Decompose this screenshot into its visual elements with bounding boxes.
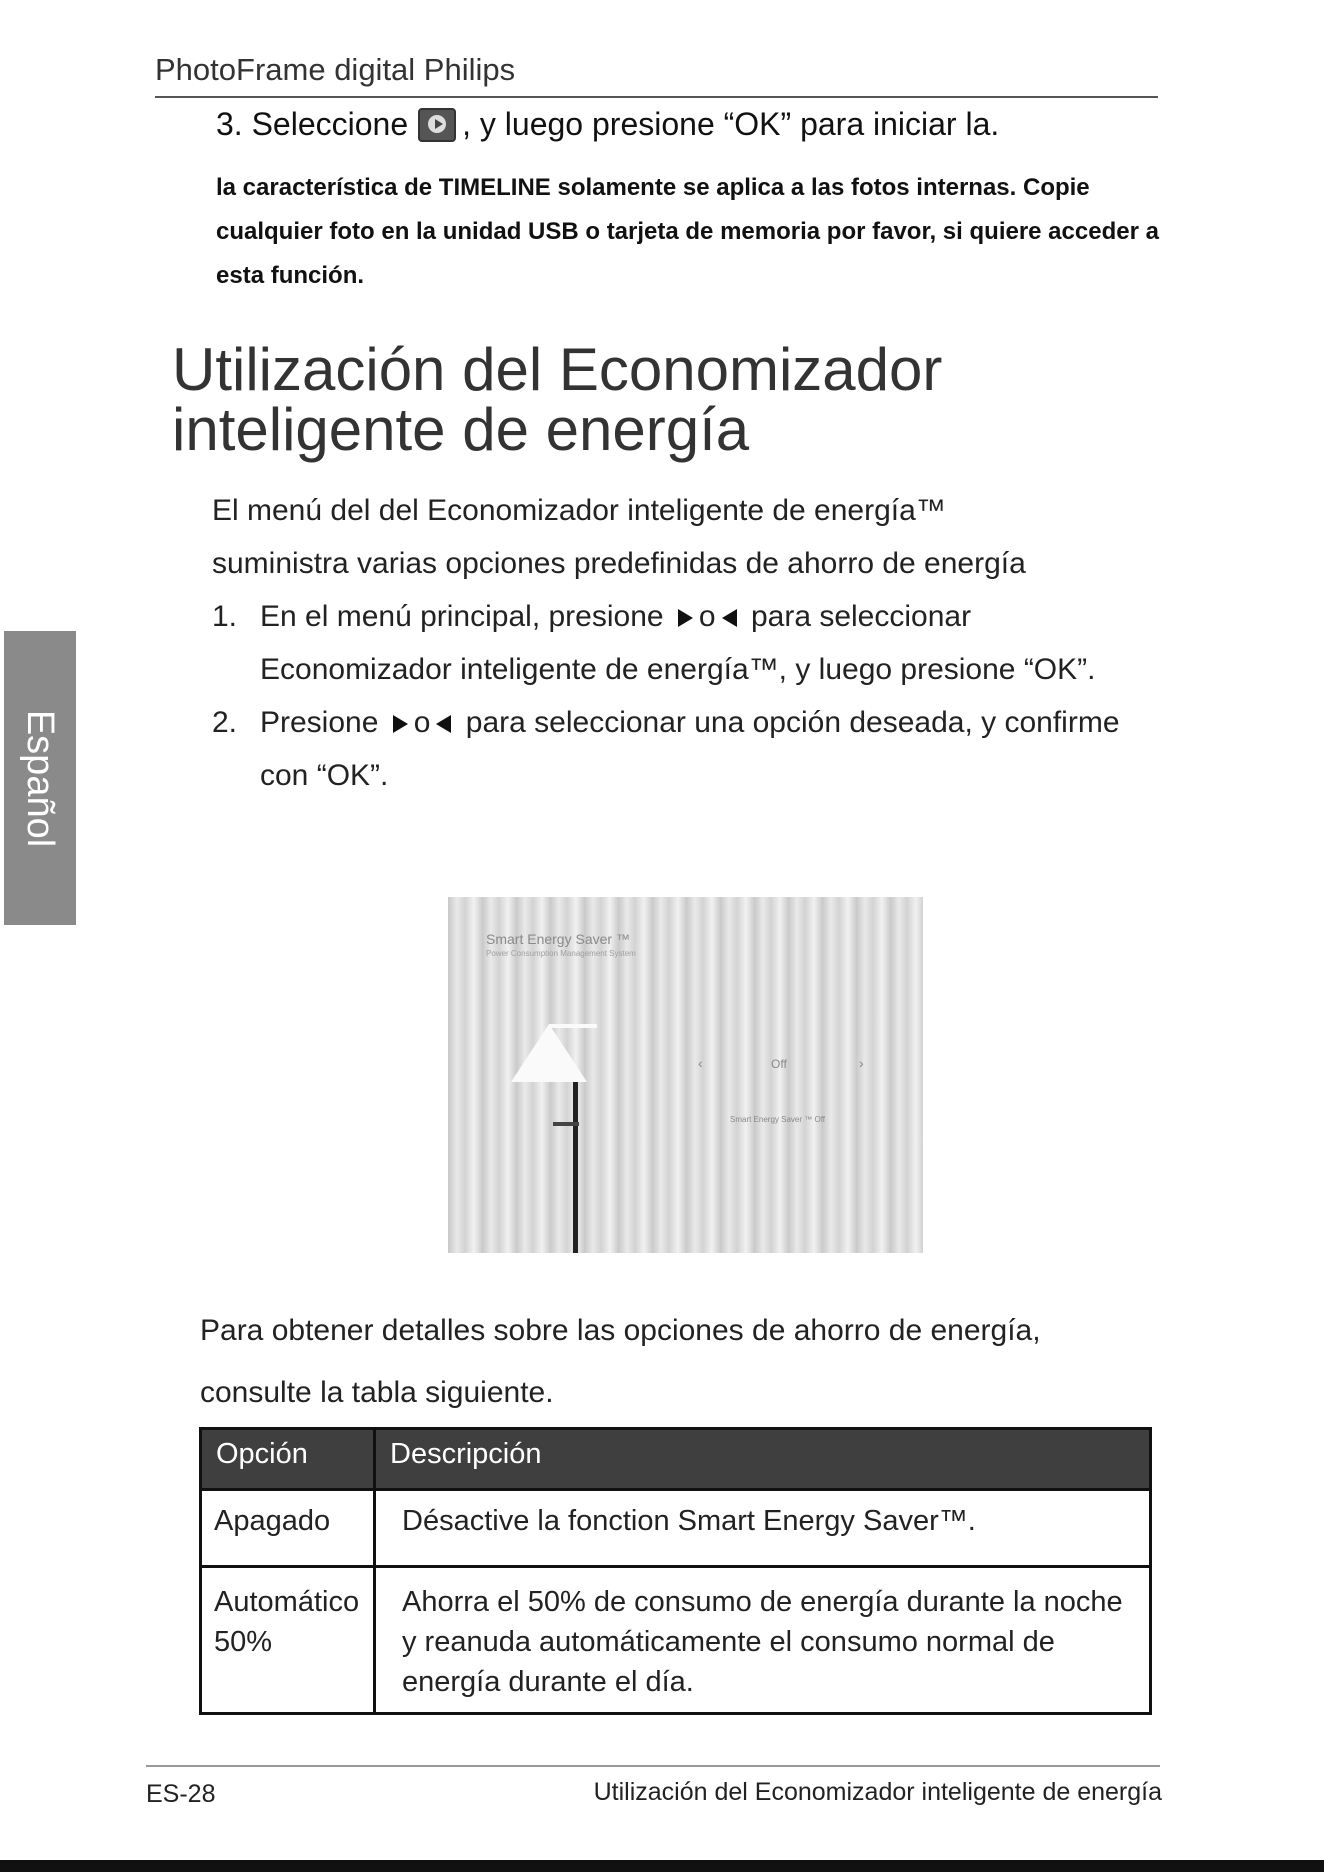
column-header-description: Descripción xyxy=(375,1429,1151,1490)
column-header-option: Opción xyxy=(201,1429,375,1490)
section-title-line-2: inteligente de energía xyxy=(172,396,750,463)
option-line-1: Automático xyxy=(214,1586,360,1618)
header-divider xyxy=(155,96,1158,98)
arrow-left-icon xyxy=(436,715,451,733)
arrow-right-icon xyxy=(678,609,693,627)
arrow-right-icon xyxy=(393,715,408,733)
section-title xyxy=(172,336,1272,463)
step-3-text-after: , y luego presione “OK” para iniciar la. xyxy=(462,106,1000,142)
description-cell: Désactive la fonction Smart Energy Saver™. xyxy=(375,1490,1151,1567)
section-title-line-1: Utilización del Economizador xyxy=(172,336,943,403)
arrow-left-icon xyxy=(722,609,737,627)
step-3-number: 3. xyxy=(216,106,243,142)
language-label: Español xyxy=(19,709,62,847)
option-line-2: 50% xyxy=(214,1626,273,1658)
slideshow-play-icon xyxy=(418,108,456,142)
step-1 xyxy=(212,590,1162,696)
intro-line-2: suministra varias opciones predefinidas de ahorro de energía xyxy=(212,547,1026,580)
page-number: ES-28 xyxy=(146,1780,216,1808)
lamp-pole xyxy=(573,1082,578,1253)
footer-divider xyxy=(146,1765,1160,1767)
intro-line-1: El menú del del Economizador inteligente de energía™ xyxy=(212,494,946,527)
lamp-switch xyxy=(553,1122,579,1126)
option-cell xyxy=(201,1567,375,1714)
energy-options-table xyxy=(199,1427,1152,1715)
table-row xyxy=(201,1567,1151,1714)
page-header-title: PhotoFrame digital Philips xyxy=(155,52,516,87)
step-1-number: 1. xyxy=(212,600,238,633)
chevron-right-icon: › xyxy=(859,1055,864,1071)
step-2-text-a: Presione xyxy=(260,706,379,739)
screenshot-status: Smart Energy Saver ™ Off xyxy=(730,1115,825,1124)
step-1-text-a: En el menú principal, presione xyxy=(260,600,664,633)
description-cell: Ahorra el 50% de consumo de energía durante la noche y reanuda automáticamente el consumo normal de energía durante el día. xyxy=(375,1567,1151,1714)
table-row xyxy=(201,1490,1151,1567)
screenshot-subtitle: Power Consumption Management System xyxy=(486,949,636,958)
page-bottom-edge xyxy=(0,1860,1324,1872)
screenshot-option-value: Off xyxy=(771,1057,787,1071)
screenshot-title: Smart Energy Saver ™ xyxy=(486,931,630,947)
step-2-or: o xyxy=(413,706,431,739)
step-1-or: o xyxy=(698,600,716,633)
step-2-number: 2. xyxy=(212,706,238,739)
smart-energy-saver-screenshot xyxy=(448,897,923,1253)
instruction-steps xyxy=(212,590,1162,802)
option-cell: Apagado xyxy=(201,1490,375,1567)
chevron-left-icon: ‹ xyxy=(698,1055,703,1071)
step-3 xyxy=(216,106,999,143)
step-3-text-before: Seleccione xyxy=(251,106,409,142)
language-side-tab xyxy=(4,631,76,925)
section-intro xyxy=(212,484,1232,590)
timeline-note: la característica de TIMELINE solamente se aplica a las fotos internas. Copie cualquier foto en la unidad USB o tarjeta de memoria por favor, si quiere acceder a esta función. xyxy=(216,174,1159,289)
step-1-text-b: para seleccionar Economizador inteligente de energía™, y luego presione “OK”. xyxy=(260,600,1096,686)
paragraph-line-2: consulte la tabla siguiente. xyxy=(200,1376,554,1409)
paragraph-line-1: Para obtener detalles sobre las opciones de ahorro de energía, xyxy=(200,1314,1041,1347)
table-intro-paragraph xyxy=(200,1300,1200,1424)
step-2 xyxy=(212,696,1162,802)
table-header-row xyxy=(201,1429,1151,1490)
step-2-text-b: para seleccionar una opción deseada, y confirme con “OK”. xyxy=(260,706,1120,792)
footer-section-title: Utilización del Economizador inteligente de energía xyxy=(593,1778,1162,1806)
lamp-shade xyxy=(511,1024,587,1082)
